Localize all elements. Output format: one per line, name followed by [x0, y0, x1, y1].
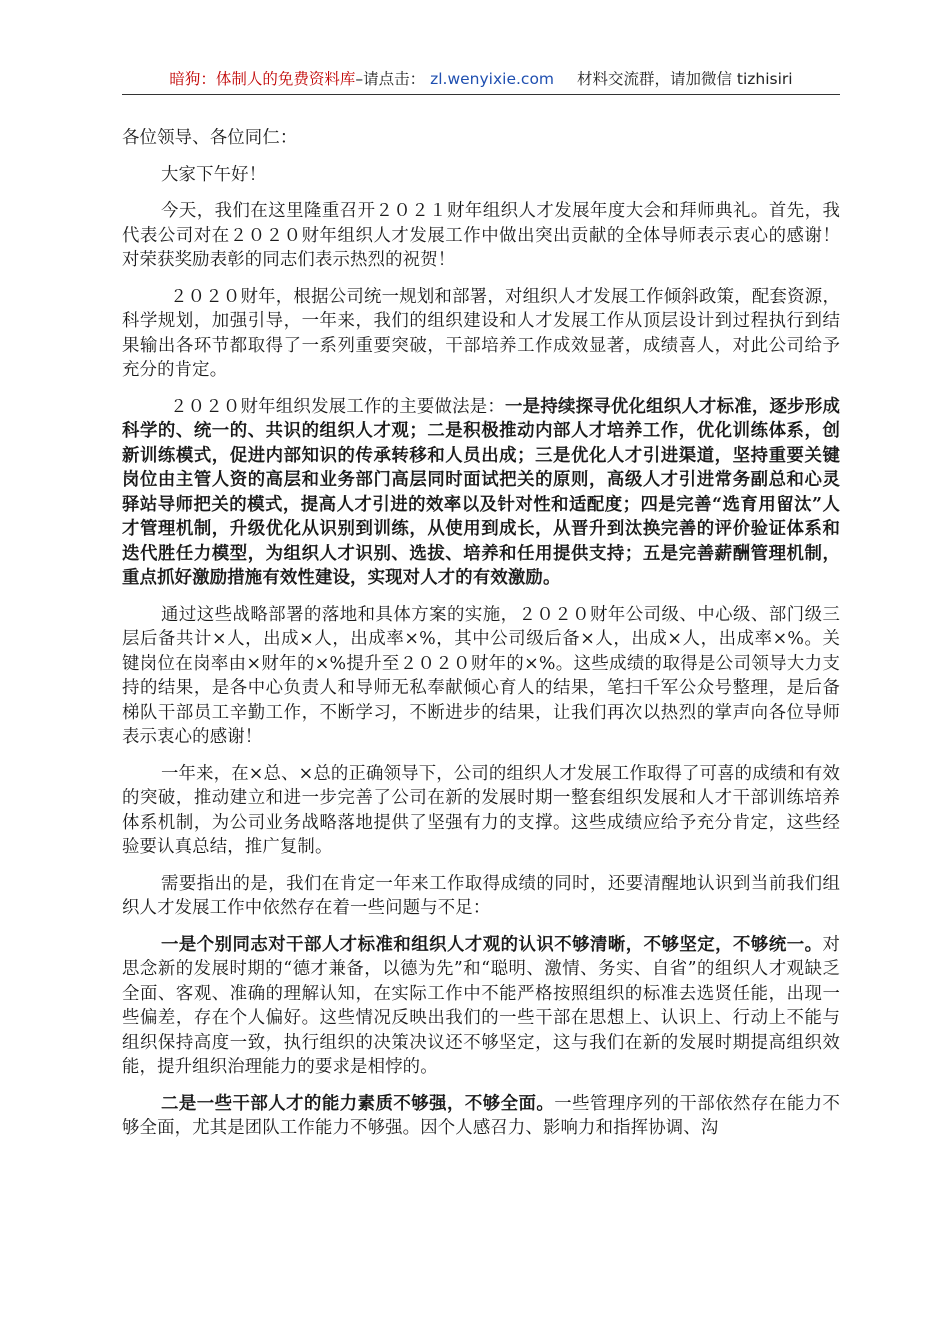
document-body [122, 126, 840, 1153]
practices-list: 一是持续探寻优化组织人才标准，逐步形成科学的、统一的、共识的组织人才观；二是积极推动内部人才培养工作，优化训练体系，创新训练模式，促进内部知识的传承转移和人员出成；三是优化人才引进渠道，坚持重要关键岗位由主管人资的高层和业务部门高层同时面试把关的原则，高级人才引进常务副总和心灵驿站导师把关的模式，提高人才引进的效率以及针对性和适配度；四是完善“选育用留汰”人才管理机制，升级优化从识别到训练，从使用到成长，从晋升到汰换完善的评价验证体系和迭代胜任力模型，为组织人才识别、选拔、培养和任用提供支持；五是完善薪酬管理机制，重点抓好激励措施有效性建设，实现对人才的有效激励。 [122, 396, 840, 588]
paragraph-practices [122, 395, 840, 591]
paragraph-results: 通过这些战略部署的落地和具体方案的实施，２０２０财年公司级、中心级、部门级三层后备共计×人，出成×人，出成率×%，其中公司级后备×人，出成×人，出成率×%。关键岗位在岗率由×财年的×%提升至２０２０财年的×%。这些成绩的取得是公司领导大力支持的结果，是各中心负责人和导师无私奉献倾心育人的结果，笔扫千军公众号整理，是后备梯队干部员工辛勤工作，不断学习，不断进步的结果，让我们再次以热烈的掌声向各位导师表示衷心的感谢！ [122, 604, 840, 747]
problem-two-heading: 二是一些干部人才的能力素质不够强，不够全面。 [161, 1093, 555, 1114]
salutation: 各位领导、各位同仁： [122, 128, 298, 148]
paragraph-problem-two [122, 1092, 840, 1141]
paragraph-summary: 一年来，在×总、×总的正确领导下，公司的组织人才发展工作取得了可喜的成绩和有效的突破，推动建立和进一步完善了公司在新的发展时期一整套组织发展和人才干部训练培养体系机制，为公司业务战略落地提供了坚强有力的支撑。这些成绩应给予充分肯定，这些经验要认真总结，推广复制。 [122, 763, 840, 857]
paragraph-achievements: ２０２０财年，根据公司统一规划和部署，对组织人才发展工作倾斜政策，配套资源，科学规划，加强引导，一年来，我们的组织建设和人才发展工作从顶层设计到过程执行到结果输出各环节都取得了一系列重要突破，干部培养工作成效显著，成绩喜人，对此公司给予充分的肯定。 [122, 286, 840, 380]
paragraph-problem-one [122, 933, 840, 1080]
problem-one-heading: 一是个别同志对干部人才标准和组织人才观的认识不够清晰，不够坚定，不够统一。 [161, 934, 823, 955]
header-divider [122, 94, 840, 95]
header-group-note: 材料交流群，请加微信 tizhisiri [576, 70, 793, 88]
paragraph-opening: 今天，我们在这里隆重召开２０２１财年组织人才发展年度大会和拜师典礼。首先，我代表公司对在２０２０财年组织人才发展工作中做出突出贡献的全体导师表示衷心的感谢！对荣获奖励表彰的同志们表示热烈的祝贺！ [122, 201, 840, 270]
problem-one-text: 对思念新的发展时期的“德才兼备，以德为先”和“聪明、激情、务实、自省”的组织人才观缺乏全面、客观、准确的理解认知，在实际工作中不能严格按照组织的标准去选贤任能，出现一些偏差，存在个人偏好。这些情况反映出我们的一些干部在思想上、认识上、行动上不能与组织保持高度一致，执行组织的决策决议还不够坚定，这与我们在新的发展时期提高组织效能，提升组织治理能力的要求是相悖的。 [122, 934, 840, 1077]
practices-lead: ２０２０财年组织发展工作的主要做法是： [170, 396, 506, 417]
header-brand: 暗狗：体制人的免费资料库 [169, 70, 356, 88]
problem-two-text: 一些管理序列的干部依然存在能力不够全面，尤其是团队工作能力不够强。因个人感召力、影响力和指挥协调、沟 [122, 1093, 840, 1138]
page-header [122, 68, 840, 90]
header-link[interactable]: zl.wenyixie.com [430, 70, 555, 88]
greeting: 大家下午好！ [161, 164, 267, 185]
paragraph-problems-intro: 需要指出的是，我们在肯定一年来工作取得成绩的同时，还要清醒地认识到当前我们组织人才发展工作中依然存在着一些问题与不足： [122, 873, 840, 918]
header-prompt: –请点击： [355, 70, 426, 88]
